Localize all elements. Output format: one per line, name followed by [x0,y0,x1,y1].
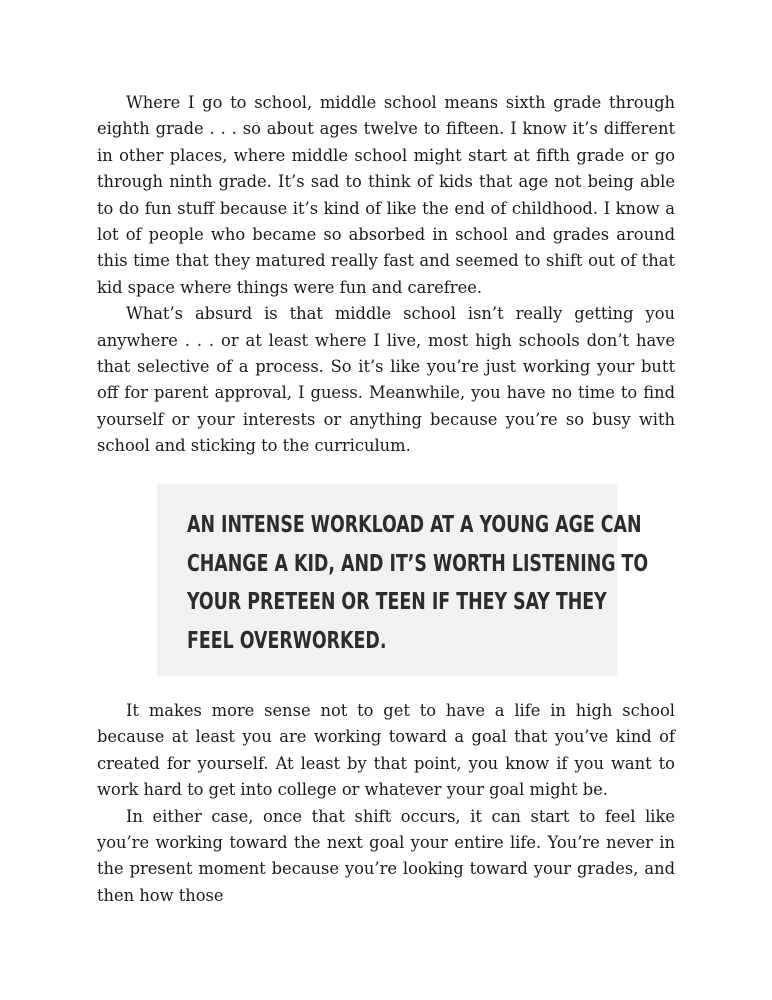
paragraph: Where I go to school, middle school means sixth grade through eighth grade . . . so about ages twelve to fifteen. I know it’s different in other places, where middle school might start at fifth grade or go through ninth grade. It’s sad to think of kids that age not being able to do fun stuff because it’s kind of like the end of childhood. I know a lot of people who became so absorbed in school and grades around this time that they matured really fast and seemed to shift out of that kid space where things were fun and carefree. [97,93,675,297]
pull-quote-box [157,484,649,676]
paragraph: In either case, once that shift occurs, it can start to feel like you’re working toward the next goal your entire life. You’re never in the present moment because you’re looking toward your grades, and then how those [97,806,675,905]
pull-quote-line: YOUR PRETEEN OR TEEN IF THEY SAY THEY [187,589,607,615]
body-text-bottom [97,698,675,909]
pull-quote-line: AN INTENSE WORKLOAD AT A YOUNG AGE CAN [187,512,642,538]
paragraph: What’s absurd is that middle school isn’t really getting you anywhere . . . or at least where I live, most high schools don’t have that selective of a process. So it’s like you’re just working your butt off for parent approval, I guess. Meanwhile, you have no time to find yourself or your interests or anything because you’re so busy with school and sticking to the curriculum. [97,304,675,456]
paragraph: It makes more sense not to get to have a life in high school because at least you are working toward a goal that you’ve kind of created for yourself. At least by that point, you know if you want to work hard to get into college or whatever your goal might be. [97,701,675,800]
pull-quote-text [187,506,649,660]
body-text-top [97,90,675,460]
pull-quote-line: FEEL OVERWORKED. [187,627,387,654]
pull-quote-line: CHANGE A KID, AND IT’S WORTH LISTENING TO [187,550,649,577]
